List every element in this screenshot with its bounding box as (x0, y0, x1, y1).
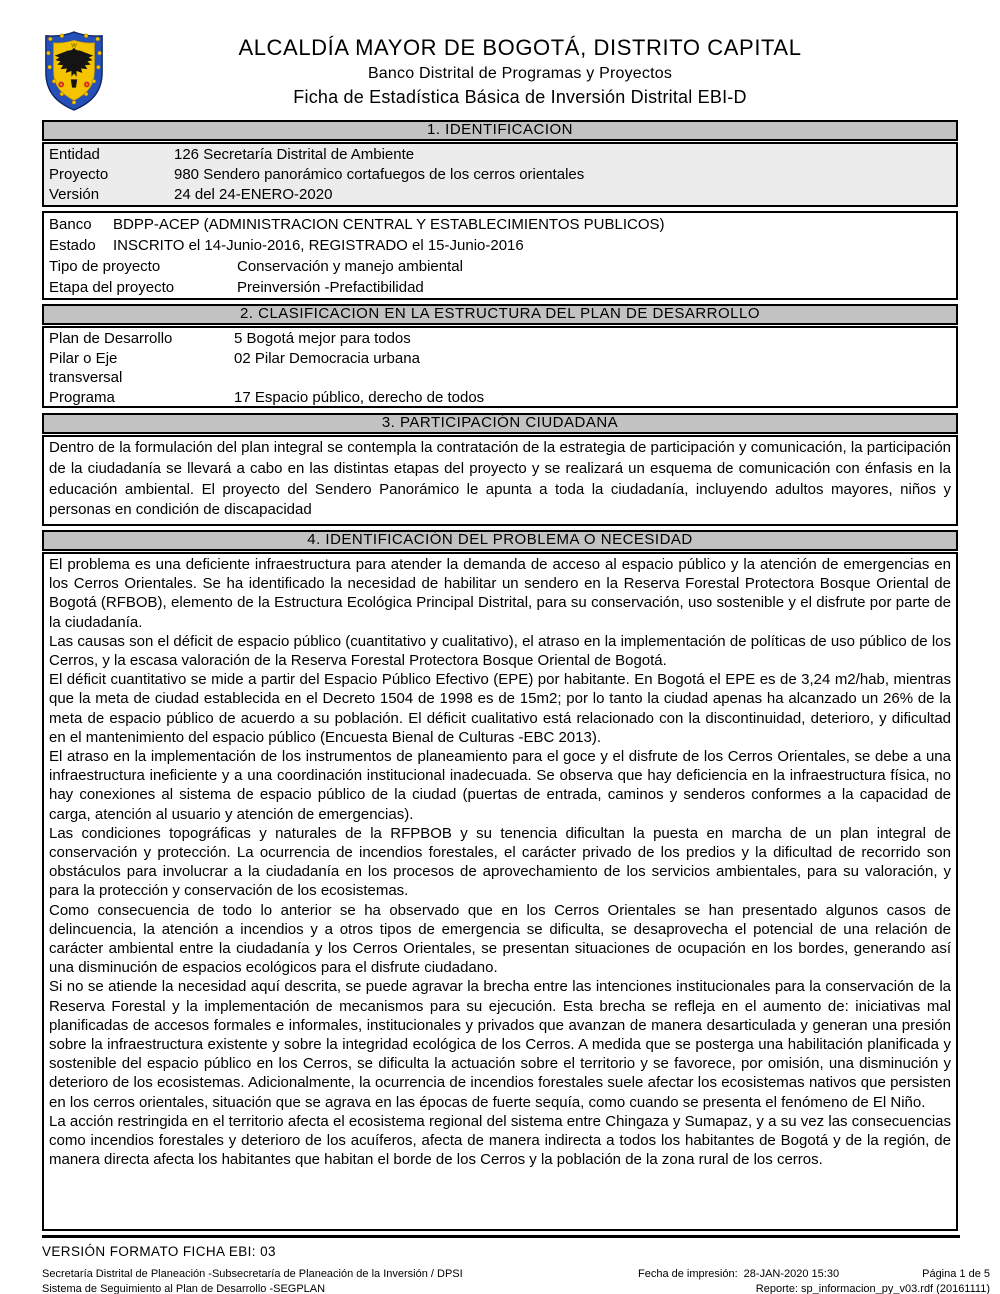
section-4-header: 4. IDENTIFICACIÓN DEL PROBLEMA O NECESIDAD (42, 530, 958, 551)
footer-print-line (638, 1267, 990, 1282)
field-value-tipo-proyecto: Conservación y manejo ambiental (237, 258, 463, 275)
document-title: Ficha de Estadística Básica de Inversión Distrital EBI-D (293, 87, 747, 107)
problem-paragraph-3: El déficit cuantitativo se mide a partir del Espacio Público Efectivo (EPE) por habitante. En Bogotá el EPE es de 3,24 m2/hab, mientras que la meta de ciudad establecida en el Decreto 1504 de 1998 es de 15m2; por lo tanto la ciudad apenas ha alcanzado un 26% de la meta de espacio público de acuerdo a su población. El déficit cualitativo está relacionado con la discontinuidad, deterioro, y dificultad en el mantenimiento del espacio público (Encuesta Bienal de Culturas -EBC 2013). (49, 671, 951, 746)
field-label-pilar-eje: Pilar o Eje transversal (49, 349, 123, 386)
field-label-entidad: Entidad (49, 146, 100, 163)
problem-paragraph-2: Las causas son el déficit de espacio público (cuantitativo y cualitativo), el atraso en la implementación de políticas de uso público de los Cerros, y la escasa valoración de la Reserva Forestal Protectora Bosque Oriental de Bogotá. (49, 632, 951, 670)
field-label-plan-desarrollo: Plan de Desarrollo (49, 330, 173, 347)
report-file-name: Reporte: sp_informacion_py_v03.rdf (20161111) (755, 1283, 990, 1294)
field-label-proyecto: Proyecto (49, 166, 109, 183)
page-footer (42, 1267, 990, 1294)
participation-box (42, 435, 958, 526)
document-header (42, 0, 958, 120)
identification-box (42, 142, 958, 207)
footer-entity-line: Secretaría Distrital de Planeación -Subsecretaría de Planeación de la Inversión / DPSI (42, 1268, 463, 1280)
footer-right-block (638, 1267, 990, 1294)
problem-paragraph-1: El problema es una deficiente infraestructura para atender la demanda de acceso al espacio público y la atención de emergencias en los Cerros Orientales. Se ha identificado la necesidad de habilitar un sendero en la Reserva Forestal Protectora Bosque Oriental de Bogotá (RFBOB), elemento de la Estructura Ecológica Principal Distrital, para su conservación, uso sostenible y el disfrute por parte de la ciudadanía. (49, 556, 951, 631)
field-value-estado: INSCRITO el 14-Junio-2016, REGISTRADO el 15-Junio-2016 (113, 237, 524, 254)
field-value-etapa-proyecto: Preinversión -Prefactibilidad (237, 279, 424, 296)
field-row-version (49, 185, 951, 205)
field-label-estado: Estado (49, 237, 96, 254)
field-row-banco (49, 214, 951, 235)
field-label-tipo-proyecto: Tipo de proyecto (49, 258, 161, 275)
page-subtitle: Banco Distrital de Programas y Proyectos (367, 65, 673, 82)
section-3-header: 3. PARTICIPACIÓN CIUDADANA (42, 413, 958, 434)
page-title: ALCALDÍA MAYOR DE BOGOTÁ, DISTRITO CAPITAL (238, 35, 802, 60)
identification-detail-box (42, 211, 958, 300)
problem-paragraph-8: La acción restringida en el territorio afecta el ecosistema regional del sistema entre Chingaza y Sumapaz, y a su vez las consecuencias como incendios forestales y deterioro de los acuíferos, afecta de manera indirecta a todos los habitantes de Bogotá y de la región, de manera directa afecta los habitantes que habitan el borde de los Cerros y la población de la zona rural de los cerros. (49, 1112, 951, 1169)
section-2-header: 2. CLASIFICACION EN LA ESTRUCTURA DEL PLAN DE DESARROLLO (42, 304, 958, 325)
field-label-banco: Banco (49, 216, 92, 233)
field-row-estado (49, 235, 951, 256)
field-row-tipo-proyecto (49, 256, 951, 277)
field-value-proyecto: 980 Sendero panorámico cortafuegos de los cerros orientales (174, 166, 585, 183)
problem-paragraph-7: Si no se atiende la necesidad aquí descrita, se puede agravar la brecha entre las intenciones institucionales para la conservación de la Reserva Forestal y la implementación de mecanismos para su ejecución. Esta brecha se refleja en el aumento de: iniciativas mal planificadas de accesos formales e informales, institucionales y privados que avanzan de manera desarticulada y generan una presión sobre la infraestructura existente y sobre la integridad ecológica de los Cerros. A medida que se posterga una habilitación planificada y sostenible del espacio público en los Cerros, se dificulta la actuación sobre el territorio y se favorece, por omisión, una disminución y deterioro de los ecosistemas. Adicionalmente, la ocurrencia de incendios forestales suele afectar los ecosistemas nativos que persisten en los cerros orientales, situación que se agrava en las épocas de fuerte sequía, como cuando se presenta el fenómeno de El Niño. (49, 978, 951, 1111)
footer-divider (42, 1235, 960, 1238)
problem-box (42, 552, 958, 1231)
section-1-header: 1. IDENTIFICACION (42, 120, 958, 141)
field-row-entidad (49, 145, 951, 165)
problem-paragraph-5: Las condiciones topográficas y naturales de la RFPBOB y su tenencia dificultan la puesta en marcha de un plan integral de conservación y protección. La ocurrencia de incendios forestales, el carácter privado de los predios y la dificultad de recorrido son obstáculos para involucrar a la ciudadanía en los procesos de aprovechamiento de los servicios ambientales, para su valoración, y para la protección y conservación de los ecosistemas. (49, 824, 951, 900)
header-titles (42, 34, 958, 110)
print-date-label: Fecha de impresión: (638, 1268, 738, 1280)
format-version-label: VERSIÓN FORMATO FICHA EBI: 03 (42, 1244, 276, 1259)
field-row-programa (49, 388, 951, 408)
footer-system-line: Sistema de Seguimiento al Plan de Desarrollo -SEGPLAN (42, 1283, 326, 1294)
field-row-plan-desarrollo (49, 329, 951, 349)
page-number: Página 1 de 5 (922, 1268, 990, 1280)
field-value-entidad: 126 Secretaría Distrital de Ambiente (174, 146, 415, 163)
field-row-proyecto (49, 165, 951, 185)
problem-paragraph-6: Como consecuencia de todo lo anterior se ha observado que en los Cerros Orientales se han presentado algunos casos de delincuencia, la atención a incendios y a otros tipos de emergencia se dificulta, se desaprovecha el potencial de una relación de carácter ambiental entre la ciudadanía y los Cerros Orientales, se presentan situaciones de ocupación en los bordes, generando así una disminución de espacios ecológicos para el disfrute ciudadano. (49, 901, 951, 977)
field-label-etapa-proyecto: Etapa del proyecto (49, 279, 175, 296)
field-label-programa: Programa (49, 388, 115, 406)
participation-text: Dentro de la formulación del plan integral se contempla la contratación de la estrategia de participación y comunicación, la participación de la ciudadanía se llevará a cabo en las distintas etapas del proyecto y se realizará un esquema de comunicación con énfasis en la educación ambiental. El proyecto del Sendero Panorámico le apunta a toda la ciudadanía, incluyendo adultos mayores, niños y personas en condición de discapacidad (49, 439, 951, 519)
field-value-banco: BDPP-ACEP (ADMINISTRACION CENTRAL Y ESTABLECIMIENTOS PUBLICOS) (113, 216, 665, 233)
field-value-pilar-eje: 02 Pilar Democracia urbana (234, 349, 420, 367)
field-row-pilar-eje (49, 349, 951, 388)
field-value-plan-desarrollo: 5 Bogotá mejor para todos (234, 330, 411, 347)
classification-box (42, 326, 958, 408)
field-row-etapa-proyecto (49, 277, 951, 298)
problem-paragraph-4: El atraso en la implementación de los instrumentos de planeamiento para el goce y el disfrute de los Cerros Orientales, se debe a una infraestructura ineficiente y a una coordinación institucional inadecuada. Se observa que hay deficiencia en la infraestructura física, no hay conexiones al sistema de espacio público de la ciudad (puertas de entrada, caminos y senderos conformes a la capacidad de carga, atención al usuario y atención de emergencias). (49, 748, 951, 823)
field-label-version: Versión (49, 186, 100, 203)
print-date-value: 28-JAN-2020 15:30 (743, 1268, 840, 1280)
field-value-version: 24 del 24-ENERO-2020 (174, 186, 333, 203)
bogota-coat-of-arms-icon (42, 30, 106, 112)
field-value-programa: 17 Espacio público, derecho de todos (234, 388, 485, 406)
